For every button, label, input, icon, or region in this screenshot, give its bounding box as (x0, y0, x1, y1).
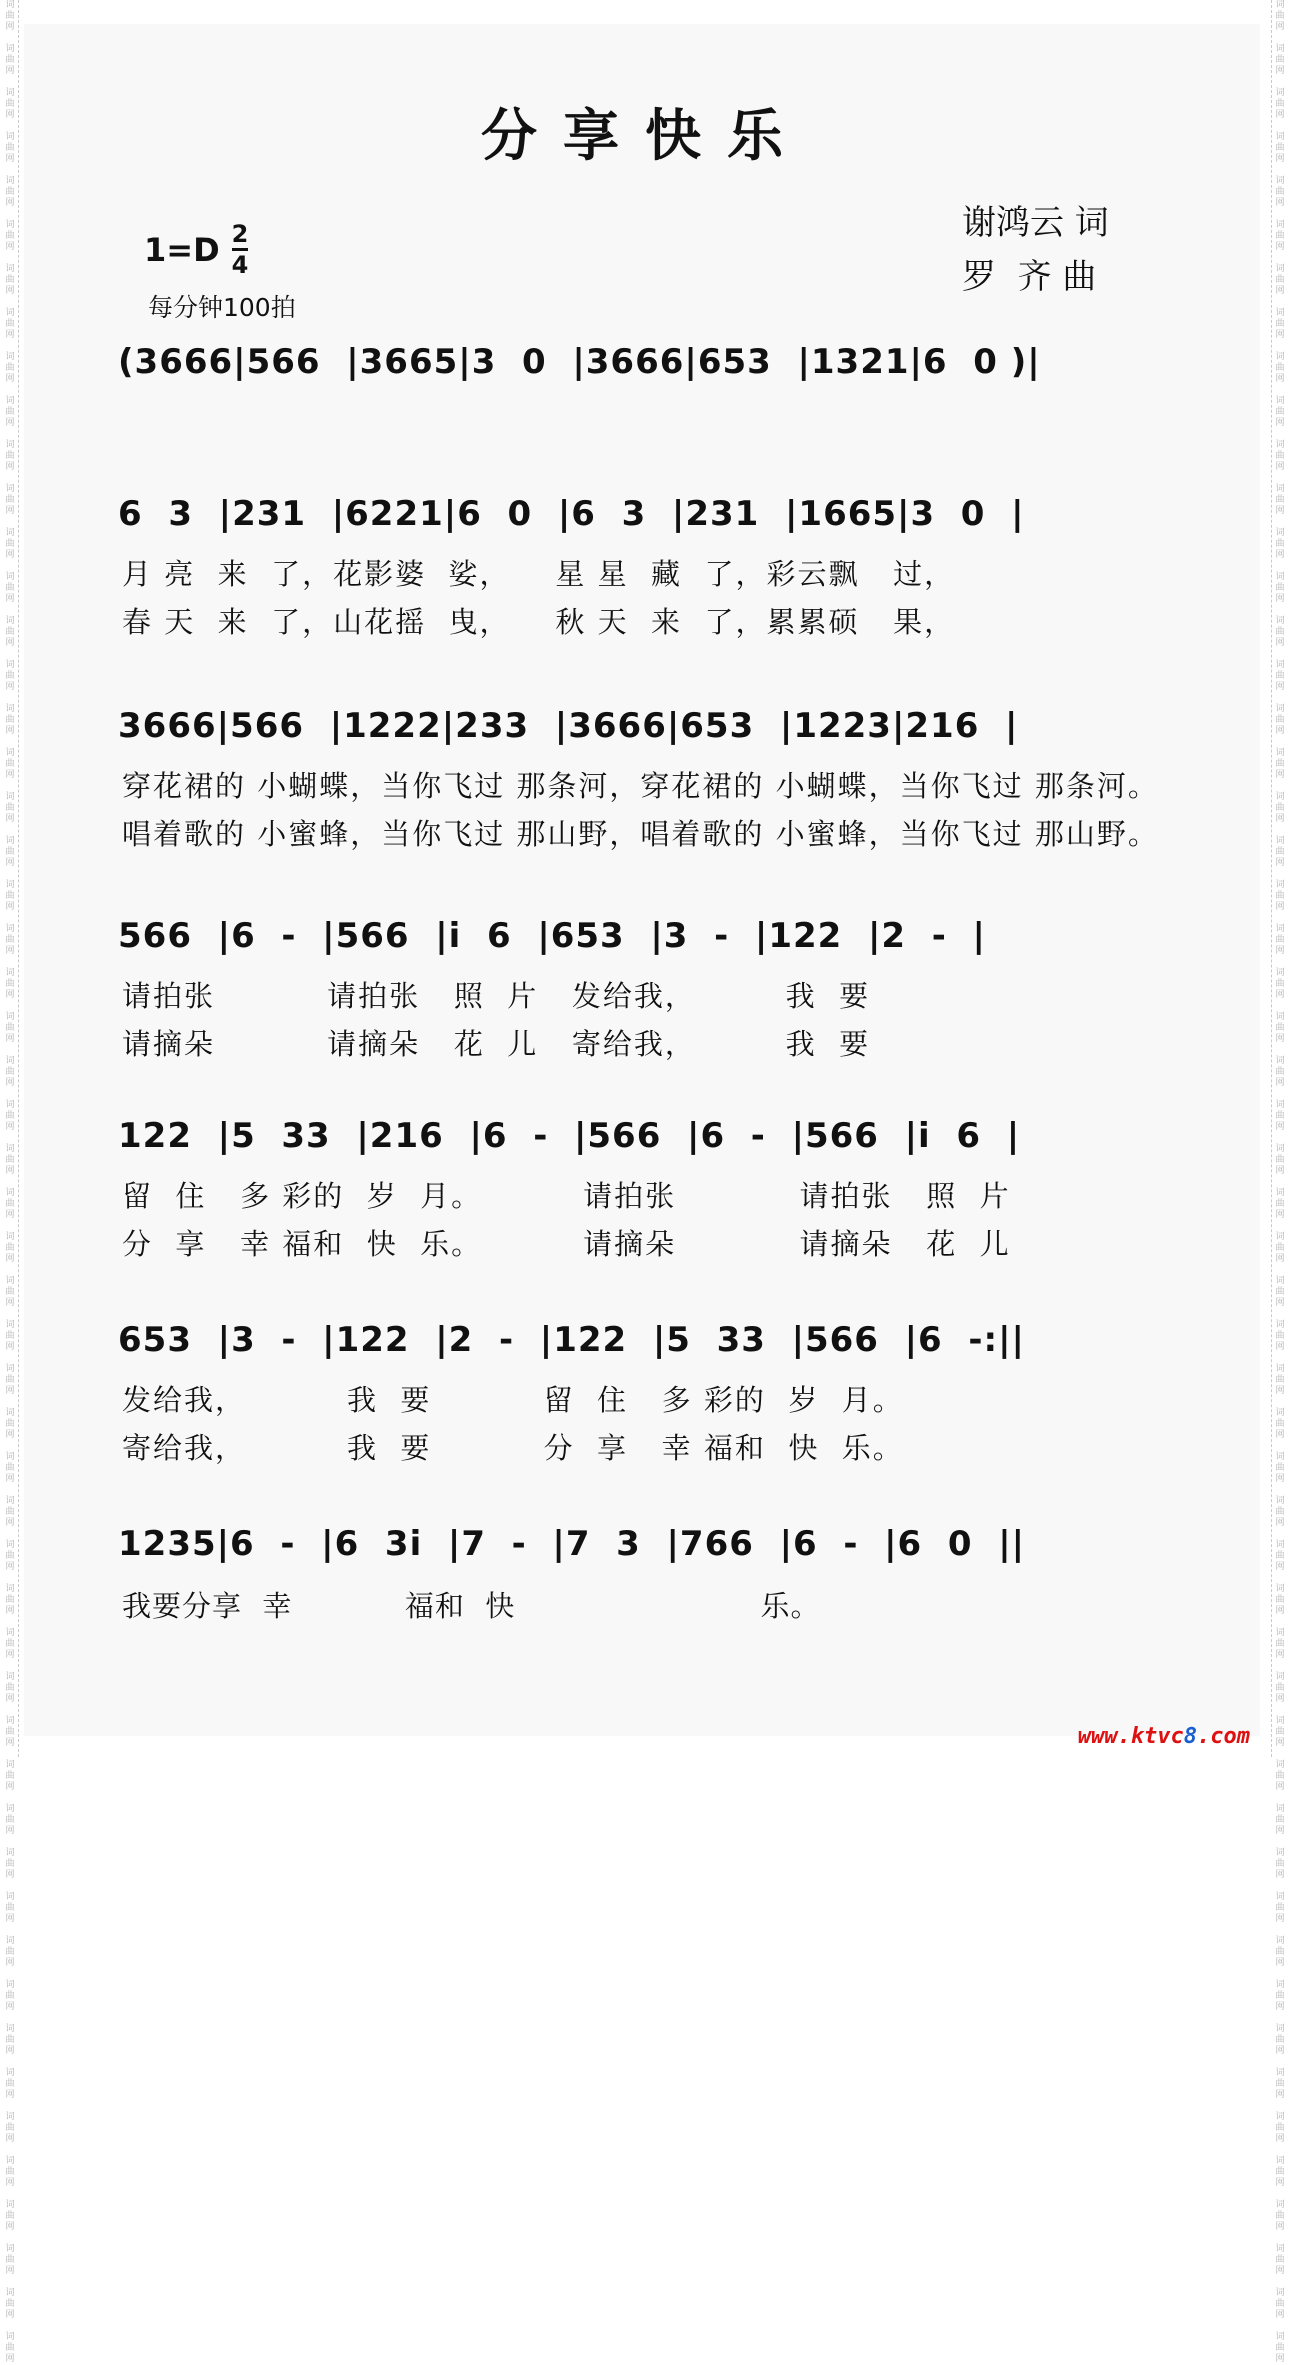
lyricist-credit: 谢鸿云 词 (962, 203, 1109, 243)
watermark-tail: .com (1197, 1724, 1250, 1749)
lyric-line-5a: 留 住 多 彩的 岁 月。 请拍张 请拍张 照 片 (122, 1179, 1011, 1213)
composer-credit: 罗 齐 曲 (962, 257, 1097, 297)
lyric-line-4b: 请摘朵 请摘朵 花 儿 寄给我， 我 要 (122, 1027, 871, 1061)
site-watermark (1078, 1724, 1250, 1749)
notation-line-4: 566 |6 - |566 |i 6 |653 |3 - |122 |2 - | (118, 916, 986, 956)
notation-line-7: 1235|6 - |6 3i |7 - |7 3 |766 |6 - |6 0 || (118, 1524, 1026, 1564)
key-signature (144, 222, 248, 277)
right-edge-watermark: 词 曲 网 词 曲 网 词 曲 网 词 曲 网 词 曲 网 词 曲 网 词 曲 网 词 曲 网 词 曲 网 词 曲 网 词 曲 网 词 曲 网 词 曲 网 词 曲 网 词 曲 网 词 曲 网 词 曲 网 词 曲 网 词 曲 网 词 曲 网 词 曲 网 词 曲 网 词 曲 网 词 曲 网 词 曲 网 词 曲 网 词 曲 网 词 曲 网 词 曲 网 词 曲 网 词 曲 网 词 曲 网 词 曲 网 词 曲 网 词 曲 网 词 曲 网 词 曲 网 词 曲 网 词 曲 网 词 曲 网 词 曲 网 词 曲 网 词 曲 网 词 曲 网 词 曲 网 词 曲 网 词 曲 网 词 曲 网 词 曲 网 词 曲 网 词 曲 网 词 曲 网 词 曲 网 词 曲 网 (1271, 0, 1288, 1757)
time-signature-top: 2 (231, 220, 249, 248)
lyric-line-3a: 穿花裙的 小蝴蝶，当你飞过 那条河，穿花裙的 小蝴蝶，当你飞过 那条河。 (122, 769, 1159, 803)
watermark-main: www.ktvc (1077, 1724, 1184, 1749)
lyric-line-2a: 月 亮 来 了，花影婆 娑， 星 星 藏 了，彩云飘 过， (122, 557, 956, 591)
notation-line-1: (3666|566 |3665|3 0 |3666|653 |1321|6 0 )| (118, 342, 1041, 382)
notation-line-2: 6 3 |231 |6221|6 0 |6 3 |231 |1665|3 0 | (118, 494, 1025, 534)
song-title: 分享快乐 (481, 104, 809, 169)
notation-line-5: 122 |5 33 |216 |6 - |566 |6 - |566 |i 6 | (118, 1116, 1021, 1156)
notation-line-3: 3666|566 |1222|233 |3666|653 |1223|216 | (118, 706, 1019, 746)
lyric-line-6a: 发给我， 我 要 留 住 多 彩的 岁 月。 (122, 1383, 904, 1417)
watermark-accent: 8 (1183, 1724, 1198, 1749)
lyric-line-7a: 我要分享 幸 福和 快 乐。 (122, 1589, 821, 1623)
left-edge-watermark: 词 曲 网 词 曲 网 词 曲 网 词 曲 网 词 曲 网 词 曲 网 词 曲 网 词 曲 网 词 曲 网 词 曲 网 词 曲 网 词 曲 网 词 曲 网 词 曲 网 词 曲 网 词 曲 网 词 曲 网 词 曲 网 词 曲 网 词 曲 网 词 曲 网 词 曲 网 词 曲 网 词 曲 网 词 曲 网 词 曲 网 词 曲 网 词 曲 网 词 曲 网 词 曲 网 词 曲 网 词 曲 网 词 曲 网 词 曲 网 词 曲 网 词 曲 网 词 曲 网 词 曲 网 词 曲 网 词 曲 网 词 曲 网 词 曲 网 词 曲 网 词 曲 网 词 曲 网 词 曲 网 词 曲 网 词 曲 网 词 曲 网 词 曲 网 词 曲 网 词 曲 网 词 曲 网 词 曲 网 (2, 0, 19, 1757)
time-signature (232, 222, 249, 277)
key-label: 1=D (144, 230, 220, 269)
lyric-line-2b: 春 天 来 了，山花摇 曳， 秋 天 来 了，累累硕 果， (122, 605, 956, 639)
lyric-line-4a: 请拍张 请拍张 照 片 发给我， 我 要 (122, 979, 871, 1013)
time-signature-bottom: 4 (231, 251, 249, 279)
lyric-line-3b: 唱着歌的 小蜜蜂，当你飞过 那山野，唱着歌的 小蜜蜂，当你飞过 那山野。 (122, 817, 1159, 851)
lyric-line-5b: 分 享 幸 福和 快 乐。 请摘朵 请摘朵 花 儿 (122, 1227, 1011, 1261)
notation-line-6: 653 |3 - |122 |2 - |122 |5 33 |566 |6 -:|| (118, 1320, 1025, 1360)
tempo-marking: 每分钟100拍 (148, 293, 296, 322)
credits (962, 196, 1109, 304)
lyric-line-6b: 寄给我， 我 要 分 享 幸 福和 快 乐。 (122, 1431, 904, 1465)
